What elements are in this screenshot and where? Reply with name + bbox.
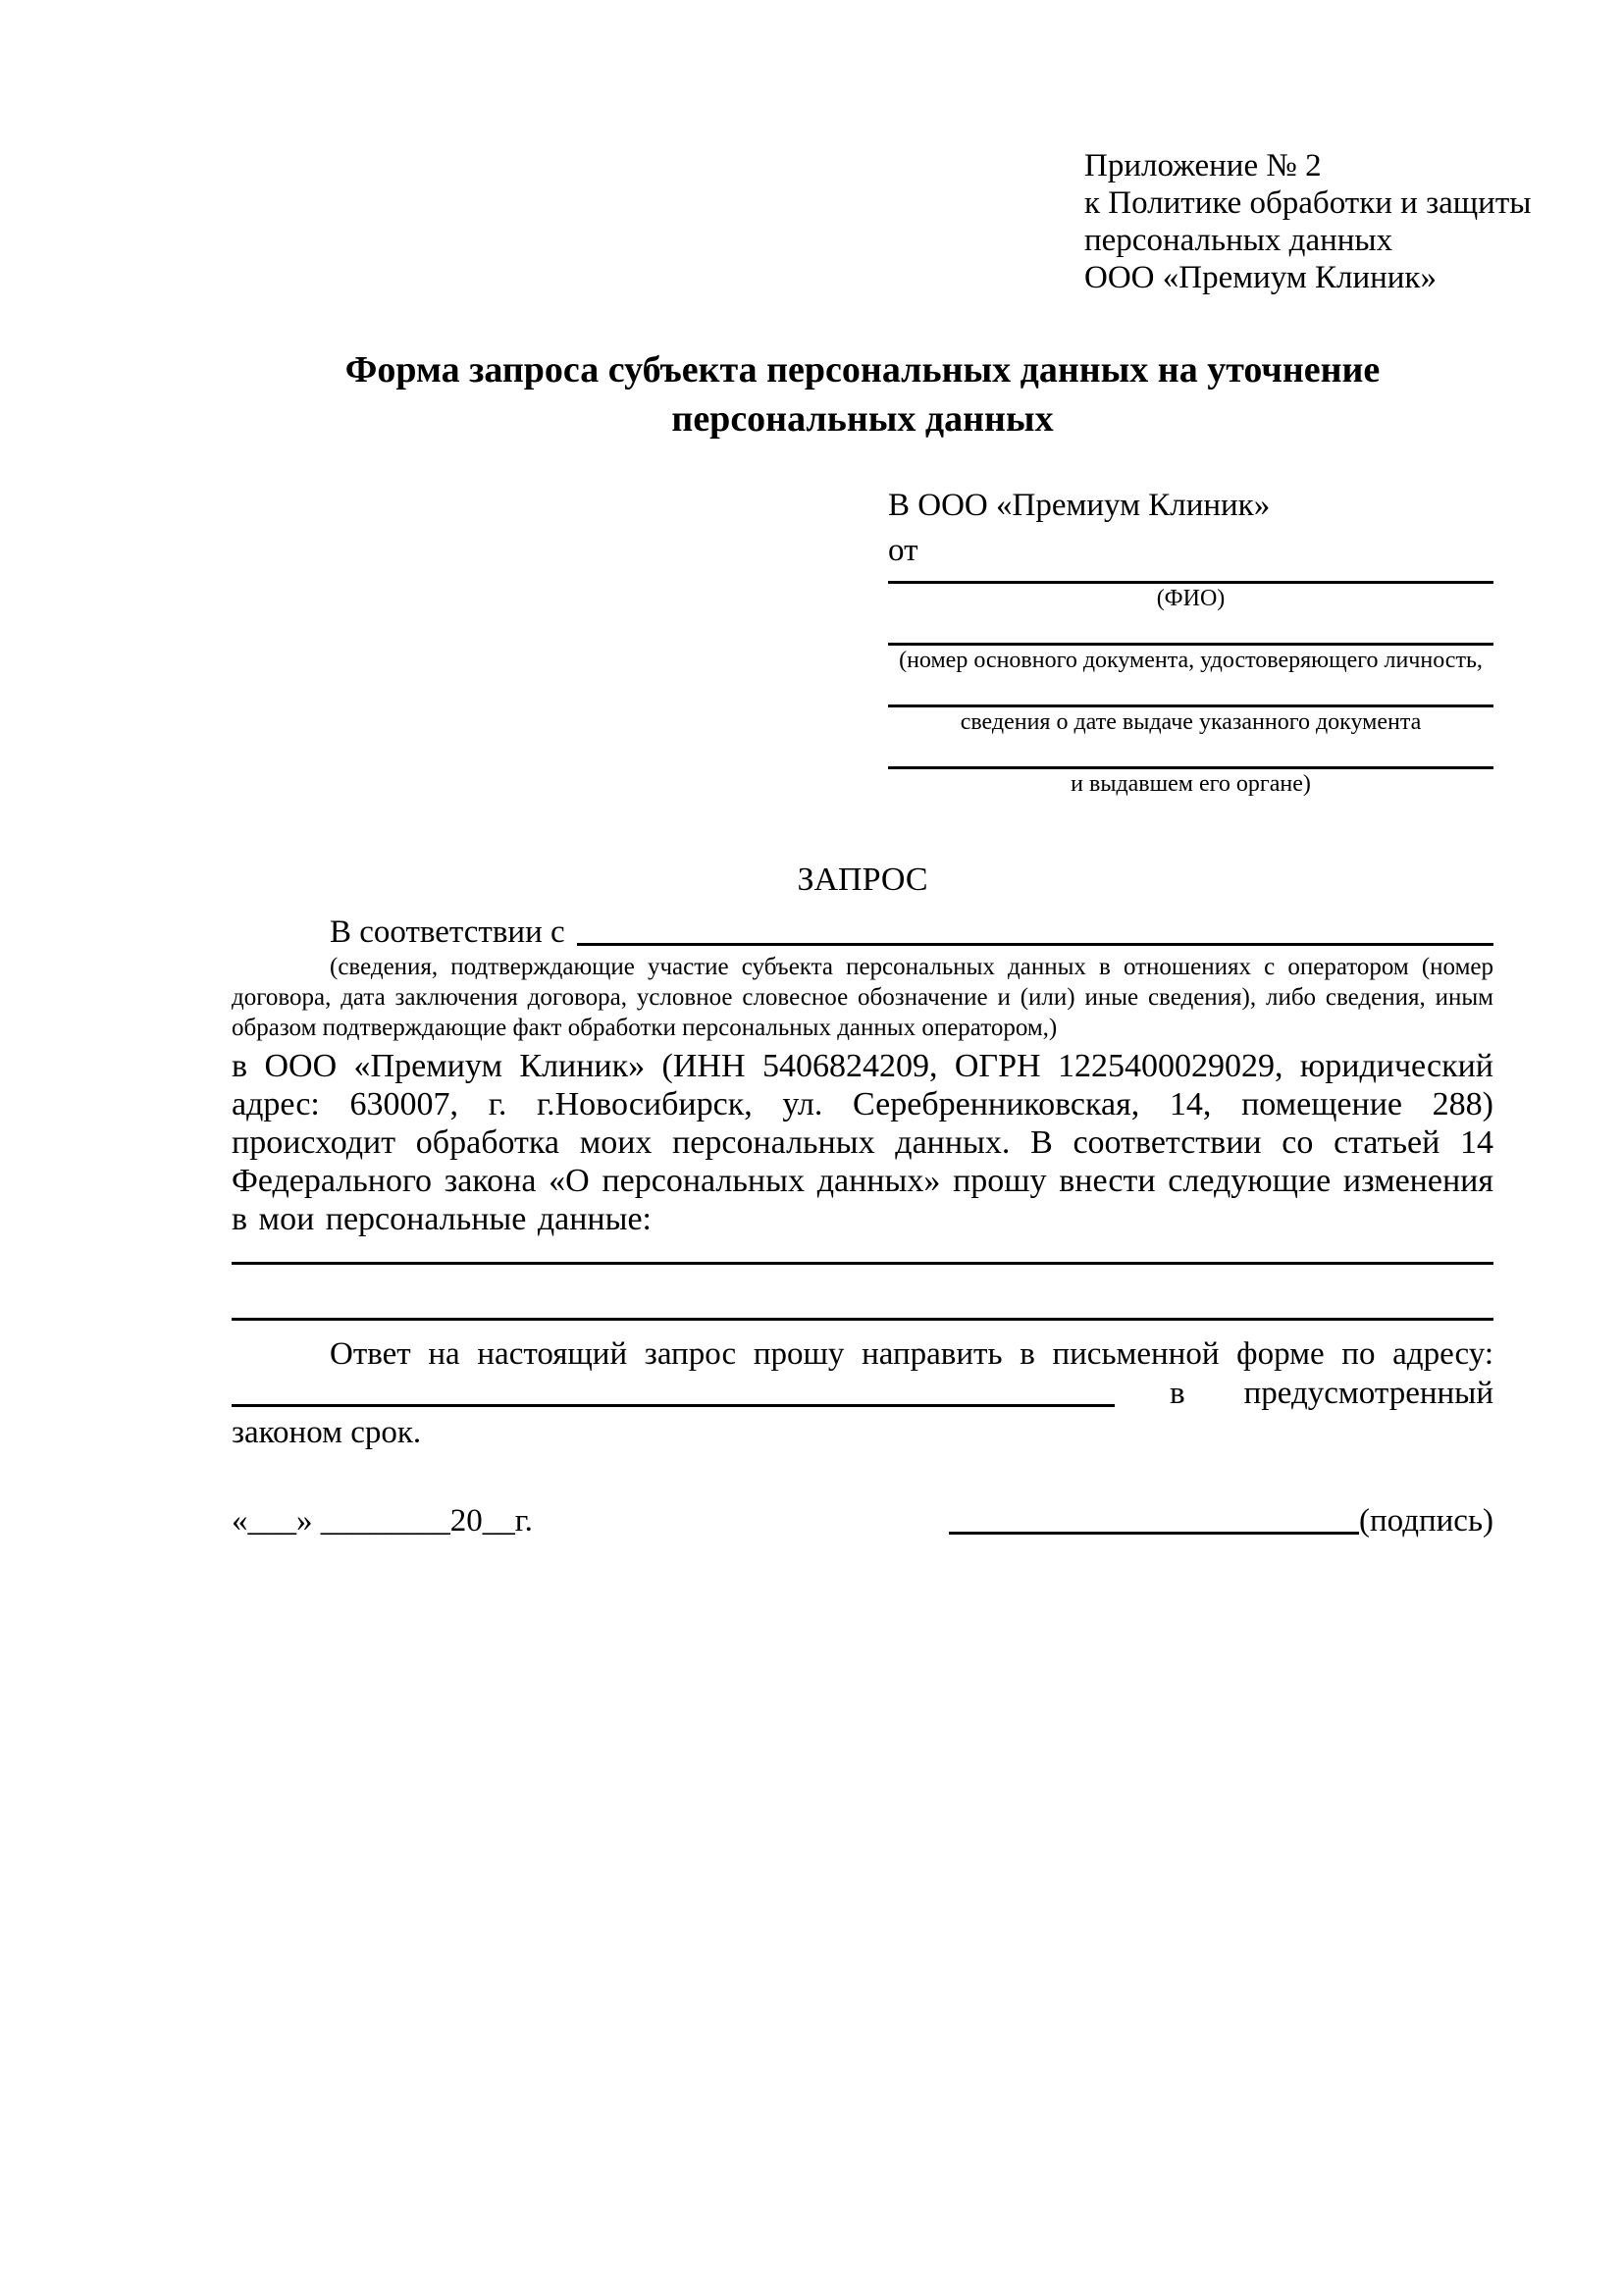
- doc-issuer-caption: и выдавшем его органе): [1071, 771, 1311, 797]
- changes-fill-line-2: [232, 1318, 1493, 1321]
- changes-fill-line-1: [232, 1262, 1493, 1265]
- appendix-block: [1084, 147, 1532, 296]
- document-title: Форма запроса субъекта персональных данных на уточнение персональных данных: [344, 349, 1381, 440]
- reply-paragraph: Ответ на настоящий запрос прошу направить в письменной форме по адресу:: [330, 1336, 1493, 1372]
- addressee-block: [888, 483, 1493, 799]
- signature-fill-line: [949, 1532, 1359, 1535]
- accordance-note: (сведения, подтверждающие участие субъекта персональных данных в отношениях с оператором (номер договора, дата заключения договора, условное словесное обозначение и (или) иные сведения), либо сведения, иным образом подтверждающие факт обработки персональных данных оператором,): [232, 954, 1493, 1041]
- date-blank: «___» ________20__г.: [232, 1503, 533, 1539]
- appendix-line: персональных данных: [1084, 223, 1393, 258]
- reply-end: законом срок.: [232, 1415, 422, 1450]
- footer-row: [232, 1501, 1493, 1540]
- doc-date-field: [888, 704, 1493, 737]
- appendix-line: Приложение № 2: [1084, 148, 1322, 183]
- request-heading: ЗАПРОС: [797, 861, 928, 898]
- fio-caption: (ФИО): [1156, 586, 1226, 611]
- addressee-to: В ООО «Премиум Клиник»: [888, 488, 1271, 523]
- doc-date-caption: сведения о дате выдаче указанного документа: [960, 709, 1422, 735]
- addressee-from-label: от: [888, 533, 918, 568]
- accordance-row: [232, 913, 1493, 952]
- appendix-line: ООО «Премиум Клиник»: [1084, 260, 1437, 295]
- doc-number-field: [888, 643, 1493, 675]
- signature-caption: (подпись): [1359, 1503, 1493, 1539]
- signature-field: [949, 1501, 1493, 1540]
- accordance-fill-line: [577, 943, 1493, 946]
- doc-number-caption: (номер основного документа, удостоверяющего личность,: [899, 648, 1483, 673]
- fio-field: [888, 581, 1493, 613]
- doc-issuer-field: [888, 766, 1493, 799]
- appendix-line: к Политике обработки и защиты: [1084, 185, 1532, 221]
- accordance-label: В соответствии с: [330, 914, 565, 950]
- address-fill-line: [232, 1404, 1115, 1407]
- reply-word-1: в: [1170, 1376, 1185, 1411]
- reply-word-2: предусмотренный: [1243, 1376, 1493, 1411]
- reply-address-row: [232, 1374, 1493, 1413]
- request-body: в ООО «Премиум Клиник» (ИНН 5406824209, ОГРН 1225400029029, юридический адрес: 630007, г. г.Новосибирск, ул. Серебренниковская, 14, помещение 288) происходит обработка моих персональных данных. В соответствии со статьей 14 Федерального закона «О персональных данных» прошу внести следующие изменения в мои персональные данные:: [232, 1048, 1493, 1237]
